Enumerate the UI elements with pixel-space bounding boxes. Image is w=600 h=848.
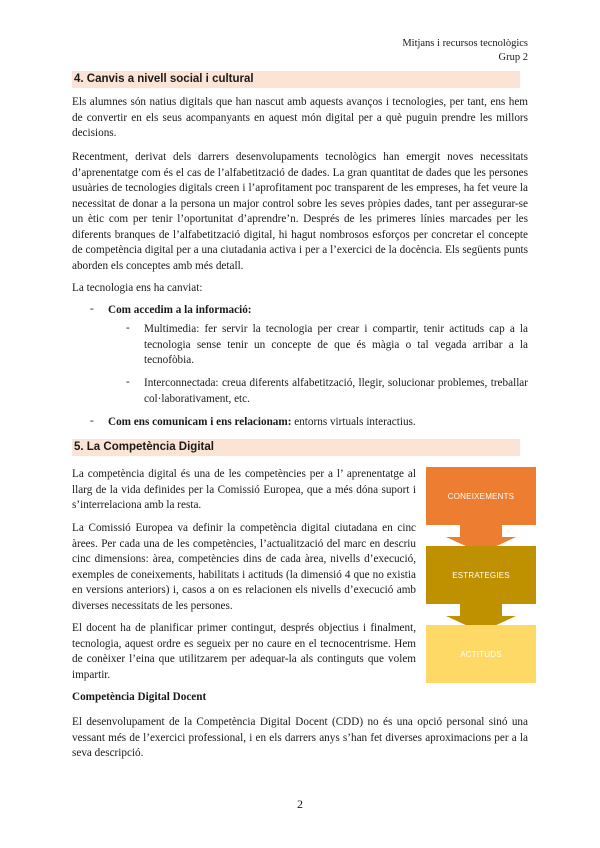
section-5-paragraph-4: El desenvolupament de la Competència Digital Docent (CDD) no és una opció personal sinó una vessant més de l’exercici professional, i en els darrers anys s’han fet diverses aproximacions per a la seva descripció. xyxy=(72,716,528,759)
bullet-dash: - xyxy=(90,303,94,315)
section-5-heading: 5. La Competència Digital xyxy=(72,439,520,456)
section-5-paragraph-2: La Comissió Europea va definir la competència digital ciutadana en cinc àrees. Per cada una de les competències, l’actualització del marc en descriu cinc dimensions: àrea, competències dins de cada àrea, nivells d’execució, exemples de coneixements, habilitats i actituds (la dimensió 4 que no existia en versions anteriors) i, casos a on es relacionen els nivells d’execució amb diverses necessitats de les persones. xyxy=(72,522,416,612)
bullet-access-info: Com accedim a la informació: xyxy=(108,304,252,316)
section-4-paragraph-3: La tecnologia ens ha canviat: xyxy=(72,282,203,294)
sub-bullet-interconnected: Interconnectada: creua diferents alfabetització, llegir, solucionar problemes, treballar col·laborativament, etc. xyxy=(144,377,528,405)
header-group: Grup 2 xyxy=(498,52,528,63)
diagram-box-strategies: ESTRATEGIES xyxy=(426,546,536,604)
section-4-paragraph-2: Recentment, derivat dels darrers desenvolupaments tecnològics han emergit noves necessitats d’aprenentatge com és el cas de l’alfabetització de dades. La gran quantitat de dades que les persones usuàries de tecnologies digitals creen i l’aprofitament poc transparent de les empreses, ha fet veure la necessitat de donar a la persona un major control sobre les seves pròpies dades, tant per assegurar-se un ètic com per tenir l’oportunitat d’aprendre’n. Després de les primeres línies marcades per les diferents branques de l’alfabetització digital, hi hagut nombrosos esforços per concretar el concepte de competència digital per a una ciutadania activa i per a l’exercici de la docència. Els següents punts aborden els conceptes amb més detall. xyxy=(72,151,528,272)
diagram-box-knowledge: CONEIXEMENTS xyxy=(426,467,536,525)
diagram-box-attitudes: ACTITUDS xyxy=(426,625,536,683)
bullet-dash: - xyxy=(90,415,94,427)
section-5-paragraph-1: La competència digital és una de les competències per a l’ aprenentatge al llarg de la vida definides per la Comissió Europea, que a més dóna suport i s’interrelaciona amb la resta. xyxy=(72,468,416,511)
page-header xyxy=(402,37,528,65)
header-course: Mitjans i recursos tecnològics xyxy=(402,38,528,49)
bullet-communicate: Com ens comunicam i ens relacionam: entorns virtuals interactius. xyxy=(108,416,416,428)
section-4-heading: 4. Canvis a nivell social i cultural xyxy=(72,71,520,88)
subheading-cdd: Competència Digital Docent xyxy=(72,691,207,703)
section-5-paragraph-3: El docent ha de planificar primer contingut, després objectius i finalment, tecnologia, aquest ordre es segueix per no caure en el tecnocentrisme. Hem de conèixer l’eina que utilitzarem per adequar-la als continguts que volem impartir. xyxy=(72,622,416,681)
section-4-paragraph-1: Els alumnes són natius digitals que han nascut amb aquests avanços i tecnologies, per tant, ens hem de convertir en els seus acompanyants en aquest món digital per a què puguin prendre les millors decisions. xyxy=(72,96,528,139)
sub-bullet-multimedia: Multimedia: fer servir la tecnologia per crear i compartir, tenir actituds cap a la tecnologia sense tenir un concepte de que és màgia o tal vegada arribar a la tecnofòbia. xyxy=(144,323,528,366)
page-number: 2 xyxy=(297,797,303,811)
sub-bullet-dash: - xyxy=(126,322,130,334)
sub-bullet-dash: - xyxy=(126,376,130,388)
